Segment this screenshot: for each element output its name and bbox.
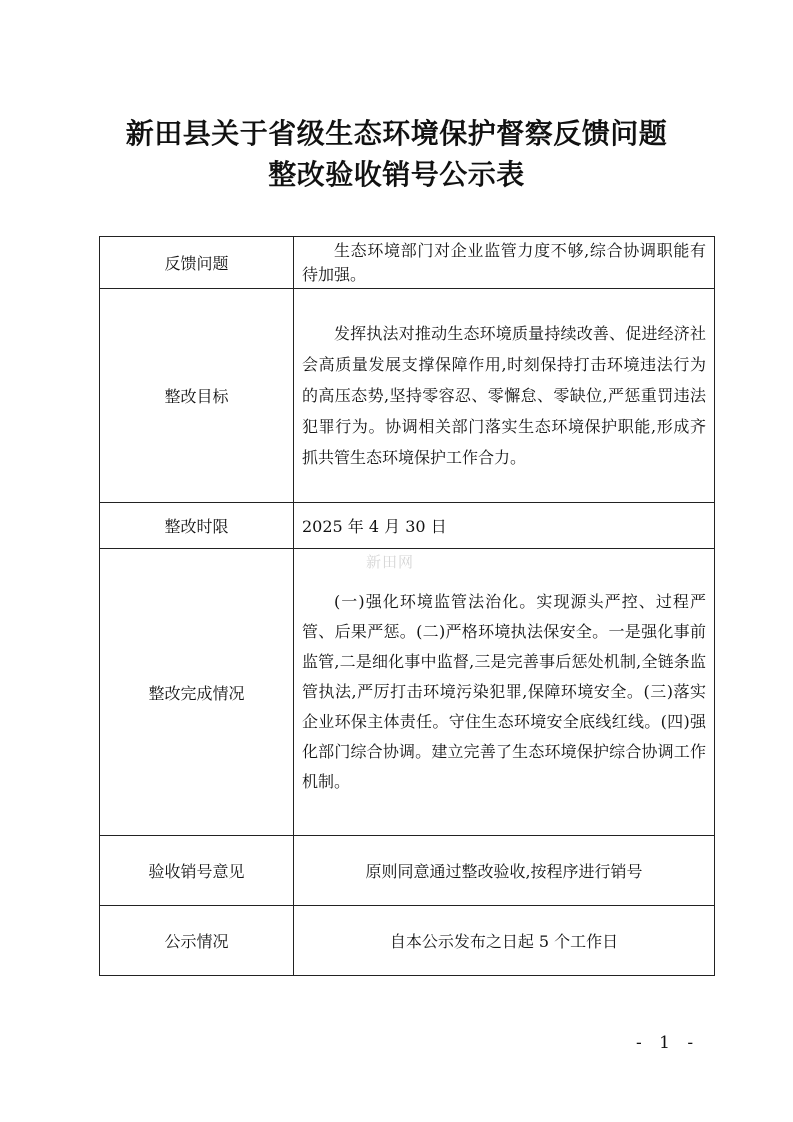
- value-feedback-issue-cell: [294, 237, 715, 289]
- value-publicity: 自本公示发布之日起 5 个工作日: [294, 906, 715, 976]
- table-row-feedback-issue: [100, 237, 715, 289]
- watermark: 新田网: [366, 553, 415, 571]
- document-title-line1: 新田县关于省级生态环境保护督察反馈问题: [125, 117, 668, 150]
- label-publicity: 公示情况: [100, 906, 294, 976]
- table-row-publicity: [100, 906, 715, 976]
- value-rectification-goal-cell: [294, 289, 715, 503]
- table-row-rectification-goal: [100, 289, 715, 503]
- table-row-completion-status: [100, 549, 715, 836]
- label-rectification-goal: 整改目标: [100, 289, 294, 503]
- value-feedback-issue: 生态环境部门对企业监管力度不够,综合协调职能有待加强。: [302, 240, 706, 284]
- label-acceptance-opinion: 验收销号意见: [100, 836, 294, 906]
- document-title-line2: 整改验收销号公示表: [268, 158, 525, 191]
- value-completion-status-cell: [294, 549, 715, 836]
- value-rectification-goal: 发挥执法对推动生态环境质量持续改善、促进经济社会高质量发展支撑保障作用,时刻保持打击环境违法行为的高压态势,坚持零容忍、零懈怠、零缺位,严惩重罚违法犯罪行为。协调相关部门落实生态环境保护职能,形成齐抓共管生态环境保护工作合力。: [302, 324, 706, 467]
- value-deadline: 2025 年 4 月 30 日: [294, 503, 715, 549]
- value-completion-status: (一)强化环境监管法治化。实现源头严控、过程严管、后果严惩。(二)严格环境执法保安全。一是强化事前监管,二是细化事中监督,三是完善事后惩处机制,全链条监管执法,严厉打击环境污染犯罪,保障环境安全。(三)落实企业环保主体责任。守住生态环境安全底线红线。(四)强化部门综合协调。建立完善了生态环境保护综合协调工作机制。: [302, 592, 706, 791]
- page-number: - 1 -: [636, 1033, 700, 1053]
- rectification-table: [99, 236, 715, 976]
- label-deadline: 整改时限: [100, 503, 294, 549]
- label-completion-status: 整改完成情况: [100, 549, 294, 836]
- label-feedback-issue: 反馈问题: [100, 237, 294, 289]
- value-acceptance-opinion: 原则同意通过整改验收,按程序进行销号: [294, 836, 715, 906]
- table-row-deadline: [100, 503, 715, 549]
- table-row-acceptance-opinion: [100, 836, 715, 906]
